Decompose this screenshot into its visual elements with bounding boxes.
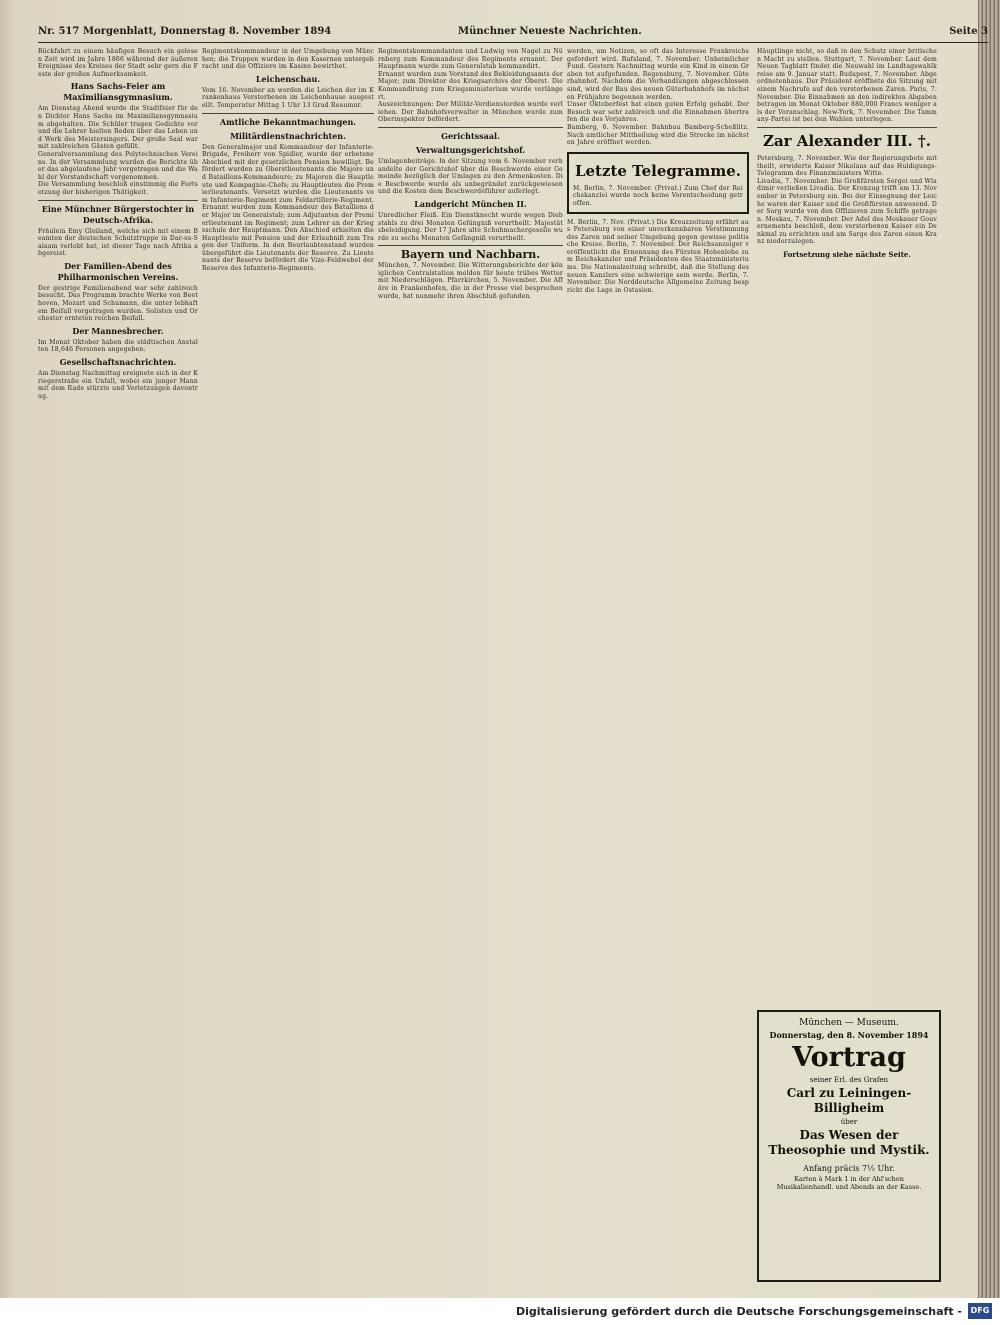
- tsar-text: Petersburg, 7. November. Wie der Regierungsbote mittheilt, erwiderte Kaiser Nikolaus auf das Huldigungs-Telegramm des Finanzministers Witte.: [757, 154, 937, 178]
- dfg-logo-icon: DFG: [968, 1303, 992, 1319]
- heading-c2-b: Amtliche Bekanntmachungen.: [219, 116, 357, 127]
- ad-tickets: Karten à Mark 1 in der Ahl'schen Musikalienhandl. und Abends an der Kasse.: [776, 1175, 922, 1191]
- heading-c5-b: Fortsetzung siehe nächste Seite.: [783, 250, 911, 260]
- heading-c3-a: Gerichtssaal.: [441, 130, 500, 141]
- column-1: Rückfahrt zu einem häufigen Besuch ein gelesen Zeit wird im Jahre 1866 während der äußeren Ereignisse des Kreises der Stadt sehr gern die Feste der großen Aufmerksamkeit. Hans Sachs-Feier am Maximiliansgymnasium. Am Dienstag Abend wurde die Stadtfeier für den Dichter Hans Sachs im Maximiliansgymnasium abgehalten. Die Schüler trugen Gedichte vor und die Lehrer hielten Reden über das Leben und Werk des Meistersingers. Der große Saal war mit zahlreichen Gästen gefüllt. Generalversammlung des Polytechnischen Vereins. In der Versammlung wurden die Berichte über das abgelaufene Jahr vorgetragen und die Wahl der Vorstandschaft vorgenommen. Die Versammlung beschloß einstimmig die Fortsetzung der bisherigen Thätigkeit. Eine Münchner Bürgerstochter in Deutsch-Afrika. Fräulein Emy Gleiland, welche sich mit einem Beamten der deutschen Schutztruppe in Dar-es-Salaam verlobt hat, ist dieser Tage nach Afrika abgereist. Der Familien-Abend des Philharmonischen Vereins. Der gestrige Familienabend war sehr zahlreich besucht. Das Programm brachte Werke von Beethoven, Mozart und Schumann, die unter lebhaftem Beifall vorgetragen wurden. Solisten und Orchester ernteten reichen Beifall. Der Mannesbrecher. Im Monat Oktober haben die städtischen Anstalten 18,646 Personen angegeben. Gesellschaftsnachrichten. Am Dienstag Nachmittag ereignete sich in der Kriegerstraße ein Unfall, wobei ein junger Mann mit dem Rade stürzte und Verletzungen davontrug.: [38, 48, 198, 400]
- lecture-advertisement: [757, 1010, 941, 1282]
- heading-c2-a: Leichenschau.: [255, 73, 321, 84]
- column-2: Regimentskommandeur in der Umgebung von München; die Truppen wurden in den Kasernen untergebracht und die Offiziere im Kasino bewirthet. Leichenschau. Vom 16. November an werden die Leichen der im Krankenhaus Verstorbenen im Leichenhause ausgestellt. Temperatur Mittag 1 Uhr 13 Grad Reaumur. Amtliche Bekanntmachungen. Militärdienstnachrichten. Den Generalmajor und Kommandeur der Infanterie-Brigade, Freiherr von Spidler, wurde der erbetene Abschied mit der gesetzlichen Pension bewilligt. Befördert wurden zu Oberstlieutenants die Majore und Bataillons-Kommandeure; zu Majoren die Hauptleute und Kompagnie-Chefs; zu Hauptleuten die Premierlieutenants. Versetzt wurden die Lieutenants vom Infanterie-Regiment zum Feldartillerie-Regiment. Ernannt wurden zum Kommandeur des Bataillons der Major im Generalstab; zum Adjutanten der Premierlieutenant im Regiment; zum Lehrer an der Kriegsschule der Hauptmann. Den Abschied erhielten die Hauptleute mit Pension und der Erlaubniß zum Tragen der Uniform. In den Beurlaubtenstand wurden übergeführt die Lieutenants der Reserve. Zu Lieutenants der Reserve befördert die Vize-Feldwebel der Reserve des Infanterie-Regiments.: [202, 48, 374, 273]
- page-number: Seite 3: [949, 26, 988, 37]
- column-4: werden, um Notizen, so oft das Interesse Frankreichs gefordert wird. Rufsland, 7. November. Unheimlicher Fund. Gestern Nachmittag wurde ein Kind in einem Graben tot aufgefunden. Regensburg, 7. November. Güterbahnhof. Nachdem die Verhandlungen abgeschlossen sind, wird der Bau des neuen Güterbahnhofs im nächsten Frühjahre begonnen werden. Unser Oktoberfest hat einen guten Erfolg gehabt. Der Besuch war sehr zahlreich und die Einnahmen übertrafen die des Vorjahres. Bamberg, 6. November. Bahnbau Bamberg-Scheßlitz. Nach amtlicher Mittheilung wird die Strecke im nächsten Jahre eröffnet werden. Letzte Telegramme. M. Berlin, 7. November. (Privat.) Zum Chef der Reichskanzlei wurde noch keine Vorentscheidung getroffen. M. Berlin, 7. Nov. (Privat.) Die Kreuzzeitung erfährt aus Petersburg von einer unverkennbaren Verstimmung des Zaren und seiner Umgebung gegen gewisse politische Kreise. Berlin, 7. November. Der Reichsanzeiger veröffentlicht die Ernennung des Fürsten Hohenlohe zum Reichskanzler und Präsidenten des Staatsministeriums. Die Nationalzeitung schreibt, daß die Stellung des neuen Kanzlers eine schwierige sein werde. Berlin, 7. November. Die Norddeutsche Allgemeine Zeitung bespricht die Lage in Ostasien.: [567, 48, 749, 294]
- heading-c1-c: Der Familien-Abend des Philharmonischen Vereins.: [57, 260, 179, 282]
- issue-number: Nr. 517: [38, 26, 80, 37]
- ad-about: über: [840, 1118, 858, 1126]
- heading-c1-e: Gesellschaftsnachrichten.: [59, 357, 177, 368]
- page-header: [38, 26, 988, 43]
- heading-c1-a: Hans Sachs-Feier am Maximiliansgymnasium.: [63, 81, 173, 103]
- telegrams-box: [567, 152, 749, 214]
- heading-c1-b: Eine Münchner Bürgerstochter in Deutsch-Afrika.: [41, 203, 195, 225]
- ad-start: Anfang präcis 7½ Uhr.: [803, 1164, 895, 1173]
- heading-c3-d: Bayern und Nachbarn.: [400, 248, 541, 262]
- telegram-text: M. Berlin, 7. November. (Privat.) Zum Chef der Reichskanzlei wurde noch keine Vorentscheidung getroffen.: [573, 184, 743, 207]
- heading-c5-a: Zar Alexander III. †.: [763, 131, 931, 150]
- book-edge: [978, 0, 1000, 1298]
- paper-title: Münchner Neueste Nachrichten.: [458, 26, 642, 37]
- footer-credit: Digitalisierung gefördert durch die Deutsche Forschungsgemeinschaft -: [515, 1305, 962, 1318]
- ad-speaker: Carl zu Leiningen-Billigheim: [786, 1086, 912, 1115]
- heading-c2-c: Militärdienstnachrichten.: [230, 130, 346, 141]
- heading-c4-a: Letzte Telegramme.: [574, 161, 742, 180]
- digitization-footer: [0, 1298, 1000, 1325]
- ad-topic: Das Wesen der Theosophie und Mystik.: [768, 1128, 930, 1157]
- heading-c3-b: Verwaltungsgerichtshof.: [415, 144, 526, 155]
- ad-city: München — Museum.: [799, 1018, 899, 1028]
- column-3: Regimentskommandanten und Ludwig von Nagel zu Nürnberg zum Kommandeur des Regiments ernannt. Der Hauptmann wurde zum Generalstab kommandirt. Ernannt wurden zum Vorstand des Bekleidungsamts der Major; zum Direktor des Kriegsarchivs der Oberst. Die Kommandirung zum Kriegsministerium wurde verlängert. Auszeichnungen: Der Militär-Verdienstorden wurde verliehen. Der Bahnhofsverwalter in München wurde zum Oberinspektor befördert. Gerichtssaal. Verwaltungsgerichtshof. Umlagenbeiträge. In der Sitzung vom 6. November verhandelte der Gerichtshof über die Beschwerde einer Gemeinde bezüglich der Umlagen zu den Armenkosten. Die Beschwerde wurde als unbegründet zurückgewiesen und die Kosten dem Beschwerdeführer auferlegt. Landgericht München II. Unredlicher Fleiß. Ein Dienstknecht wurde wegen Diebstahls zu drei Monaten Gefängniß verurtheilt. Majestätsbeleidigung. Der 17 Jahre alte Schuhmachergeselle wurde zu sechs Monaten Gefängniß verurtheilt. Bayern und Nachbarn. München, 7. November. Die Witterungsberichte der königlichen Centralstation melden für heute trübes Wetter mit Niederschlägen. Pfarrkirchen, 5. November. Die Affäre in Frankenhofen, die in der Presse viel besprochen wurde, hat nunmehr ihren Abschluß gefunden.: [378, 48, 563, 300]
- ad-date: Donnerstag, den 8. November 1894: [769, 1030, 929, 1040]
- ad-by: seiner Erl. des Grafen: [809, 1076, 889, 1084]
- issue-date: Morgenblatt, Donnerstag 8. November 1894: [83, 26, 332, 37]
- heading-c1-d: Der Mannesbrecher.: [72, 325, 164, 336]
- column-5: Häuptlinge nicht, so daß in den Schutz einer britischen Macht zu stellen. Stuttgart, 7. November. Laut dem Neuen Tagblatt findet die Neuwahl im Landtagswahlkreise am 9. Januar statt. Budapest, 7. November. Abgeordnetenhaus. Der Präsident eröffnete die Sitzung mit einem Nachrufe auf den verstorbenen Zaren. Paris, 7. November. Die Einnahmen an den indirekten Abgaben betragen im Monat Oktober 880,000 Francs weniger als der Voranschlag. New-York, 7. November. Die Tammany-Partei ist bei den Wahlen unterlegen. Zar Alexander III. †. Petersburg, 7. November. Wie der Regierungsbote mittheilt, erwiderte Kaiser Nikolaus auf das Huldigungs-Telegramm des Finanzministers Witte. Livadia, 7. November. Die Großfürsten Sergei und Wladimir verließen Livadia. Der Kronzug trifft am 13. November in Petersburg ein. Bei der Einsegnung der Leiche waren der Kaiser und die Großfürsten anwesend. Der Sarg wurde von den Offizieren zum Schiffe getragen. Moskau, 7. November. Der Adel des Moskauer Gouvernements beschloß, dem verstorbenen Kaiser ein Denkmal zu errichten und am Sarge des Zaren einen Kranz niederzulegen. Fortsetzung siehe nächste Seite.: [757, 48, 937, 260]
- ad-title: Vortrag: [792, 1042, 906, 1073]
- heading-c3-c: Landgericht München II.: [414, 198, 527, 209]
